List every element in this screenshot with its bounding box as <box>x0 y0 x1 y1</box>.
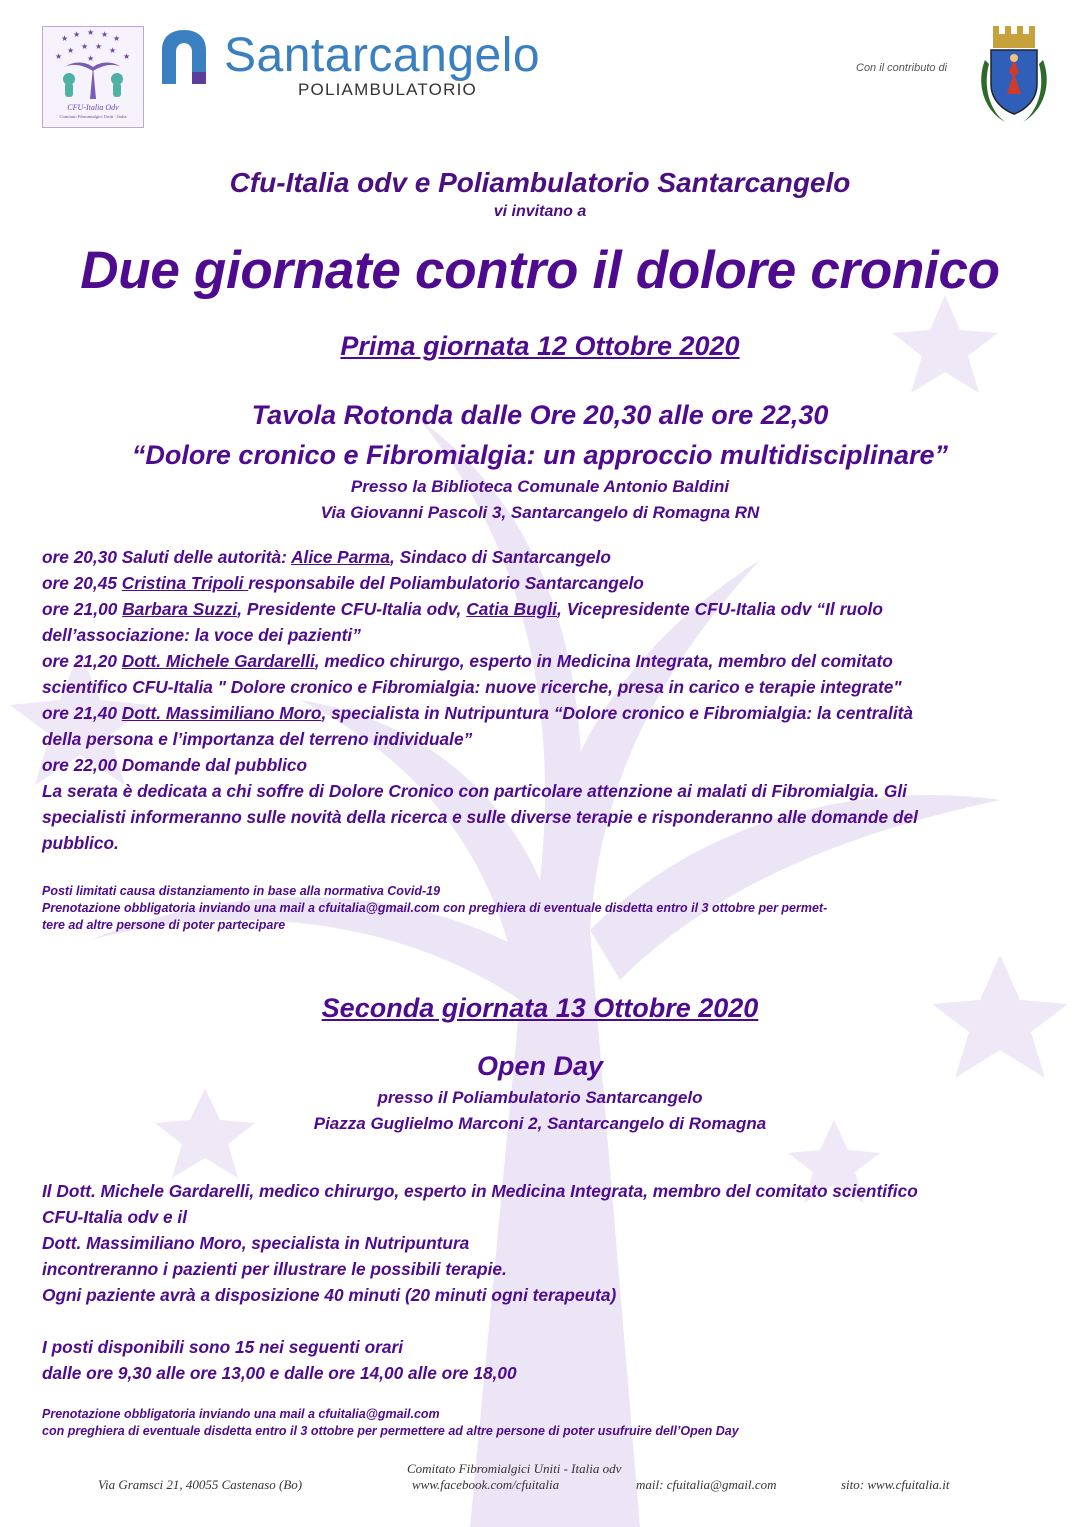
svg-text:★: ★ <box>95 42 103 51</box>
cfu-italia-logo <box>42 26 144 128</box>
svg-text:★: ★ <box>87 54 95 63</box>
svg-text:★: ★ <box>109 46 117 55</box>
program-row <box>42 648 1038 674</box>
program-text: ore 20,30 Saluti delle autorità: <box>42 547 292 567</box>
program-row: della persona e l’importanza del terreno individuale” <box>42 729 473 749</box>
svg-text:★: ★ <box>61 34 69 43</box>
day2-description <box>42 1178 918 1308</box>
organizers-line: Cfu-Italia odv e Poliambulatorio Santarcangelo <box>229 167 851 198</box>
svg-text:★: ★ <box>67 46 75 55</box>
cfu-tree-hands-icon <box>43 27 143 103</box>
svg-text:★: ★ <box>55 52 63 61</box>
program-row: dell’associazione: la voce dei pazienti” <box>42 625 361 645</box>
day2-venue: presso il Poliambulatorio Santarcangelo <box>377 1088 703 1107</box>
booking-note: Prenotazione obbligatoria inviando una mail a cfuitalia@gmail.com con preghiera di eventuale disdetta entro il 3 ottobre per permet- <box>42 901 828 915</box>
schedule-line: dalle ore 9,30 alle ore 13,00 e dalle ore 14,00 alle ore 18,00 <box>42 1363 517 1383</box>
footer-site-link[interactable]: sito: www.cfuitalia.it <box>841 1477 950 1492</box>
santarcangelo-n-icon <box>156 28 212 84</box>
open-day-title: Open Day <box>476 1051 604 1081</box>
booking-note-cont: con preghiera di eventuale disdetta entro il 3 ottobre per permettere ad altre persone di poter usufruire dell’Open Day <box>42 1424 739 1438</box>
svg-text:★: ★ <box>73 30 81 39</box>
speaker-name: Alice Parma <box>291 547 391 567</box>
description-line: Ogni paziente avrà a disposizione 40 minuti (20 minuti ogni terapeuta) <box>42 1285 617 1305</box>
program-row: scientifico CFU-Italia " Dolore cronico e Fibromialgia: nuove ricerche, presa in carico e terapie integrate" <box>42 677 902 697</box>
day1-program <box>42 544 1038 856</box>
poliambulatorio-subtitle: POLIAMBULATORIO <box>298 80 477 99</box>
day1-heading: Prima giornata 12 Ottobre 2020 <box>340 331 740 361</box>
cfu-logo-subcaption: Comitato Fibromialgici Uniti - Italia <box>59 114 127 119</box>
closing-paragraph-line: specialisti informeranno sulle novità della ricerca e sulle diverse terapie e risponderanno alle domande del <box>42 807 918 827</box>
day2-address: Piazza Guglielmo Marconi 2, Santarcangelo di Romagna <box>313 1114 767 1133</box>
closing-paragraph-line: pubblico. <box>42 833 119 853</box>
round-table-line: Tavola Rotonda dalle Ore 20,30 alle ore 22,30 <box>251 400 829 430</box>
contribution-label: Con il contributo di <box>856 62 948 74</box>
description-line: CFU-Italia odv e il <box>42 1207 187 1227</box>
program-text: ore 21,00 <box>42 599 123 619</box>
program-text: responsabile del Poliambulatorio Santarcangelo <box>248 573 644 593</box>
closing-paragraph-line: La serata è dedicata a chi soffre di Dolore Cronico con particolare attenzione ai malati di Fibromialgia. Gli <box>42 781 907 801</box>
program-text: , Sindaco di Santarcangelo <box>390 547 611 567</box>
speaker-name: Barbara Suzzi <box>122 599 238 619</box>
day1-address: Via Giovanni Pascoli 3, Santarcangelo di Romagna RN <box>320 503 760 522</box>
svg-text:★: ★ <box>101 30 109 39</box>
program-text: ore 20,45 <box>42 573 122 593</box>
footer-address: Via Gramsci 21, 40055 Castenaso (Bo) <box>98 1477 303 1492</box>
program-text: ore 21,40 <box>42 703 122 723</box>
municipal-crest-icon <box>975 20 1053 128</box>
program-row: ore 22,00 Domande dal pubblico <box>42 755 308 775</box>
santarcangelo-brand: Santarcangelo <box>224 29 541 82</box>
day1-notes <box>42 883 1052 934</box>
schedule-line: I posti disponibili sono 15 nei seguenti orari <box>42 1337 404 1357</box>
footer-mail-link[interactable]: mail: cfuitalia@gmail.com <box>636 1477 777 1492</box>
description-line: incontreranno i pazienti per illustrare le possibili terapie. <box>42 1259 507 1279</box>
program-text: , Vicepresidente CFU-Italia odv “Il ruolo <box>557 599 884 619</box>
footer-org: Comitato Fibromialgici Uniti - Italia odv <box>407 1461 622 1476</box>
day2-heading: Seconda giornata 13 Ottobre 2020 <box>321 993 759 1023</box>
booking-note-cont: tere ad altre persone di poter partecipare <box>42 918 286 932</box>
description-line: Il Dott. Michele Gardarelli, medico chirurgo, esperto in Medicina Integrata, membro del comitato scientifico <box>42 1181 918 1201</box>
svg-text:★: ★ <box>81 42 89 51</box>
program-text: , medico chirurgo, esperto in Medicina Integrata, membro del comitato <box>314 651 893 671</box>
day2-schedule <box>42 1334 517 1386</box>
program-row <box>42 596 1038 622</box>
program-text: , specialista in Nutripuntura “Dolore cronico e Fibromialgia: la centralità <box>321 703 913 723</box>
speaker-name: Dott. Michele Gardarelli <box>121 651 315 671</box>
svg-text:★: ★ <box>87 28 95 37</box>
speaker-name: Cristina Tripoli <box>121 573 249 593</box>
booking-note: Prenotazione obbligatoria inviando una mail a cfuitalia@gmail.com <box>42 1407 440 1421</box>
program-row <box>42 570 1038 596</box>
speaker-name: Dott. Massimiliano Moro <box>121 703 322 723</box>
day2-notes <box>42 1406 1052 1440</box>
covid-note: Posti limitati causa distanziamento in base alla normativa Covid-19 <box>42 884 441 898</box>
program-text: ore 21,20 <box>42 651 122 671</box>
cfu-logo-caption: CFU-Italia Odv <box>67 103 119 112</box>
program-row <box>42 544 1038 570</box>
svg-text:★: ★ <box>123 52 131 61</box>
program-text: , Presidente CFU-Italia odv, <box>237 599 467 619</box>
day1-venue: Presso la Biblioteca Comunale Antonio Baldini <box>350 477 730 496</box>
round-table-topic: “Dolore cronico e Fibromialgia: un approccio multidisciplinare” <box>131 440 949 470</box>
svg-text:★: ★ <box>113 34 121 43</box>
invite-line: vi invitano a <box>493 203 587 220</box>
event-title: Due giornate contro il dolore cronico <box>80 241 1000 300</box>
program-row <box>42 700 1038 726</box>
description-line: Dott. Massimiliano Moro, specialista in Nutripuntura <box>42 1233 470 1253</box>
footer-facebook-link[interactable]: www.facebook.com/cfuitalia <box>412 1477 560 1492</box>
speaker-name: Catia Bugli <box>466 599 558 619</box>
